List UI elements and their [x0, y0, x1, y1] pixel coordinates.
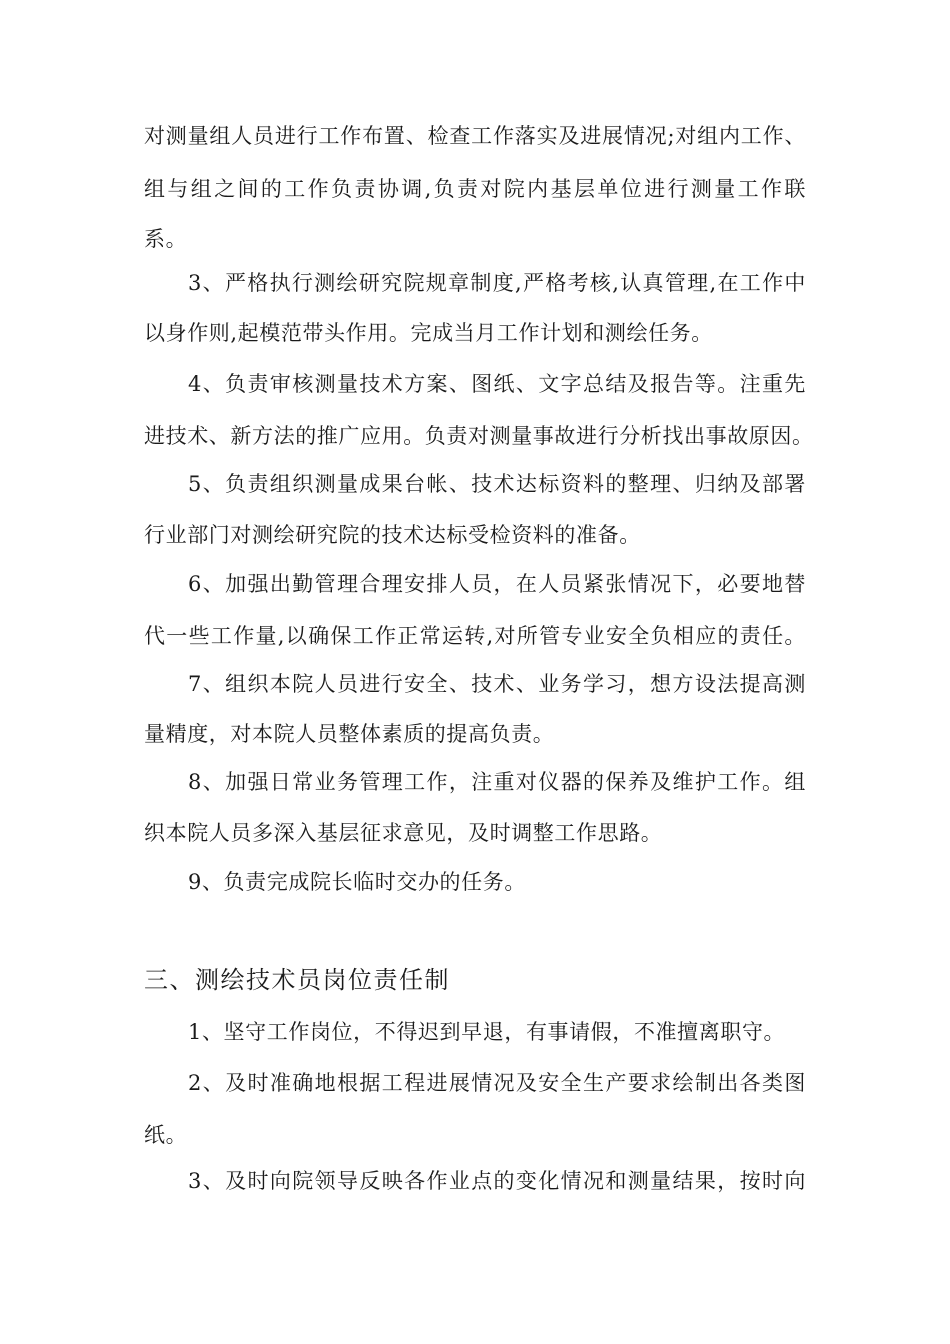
item-5-line-2: 行业部门对测绘研究院的技术达标受检资料的准备。	[144, 523, 641, 547]
item-8-line-1: 8、加强日常业务管理工作，注重对仪器的保养及维护工作。组	[188, 770, 806, 794]
item-8-line-2: 织本院人员多深入基层征求意见，及时调整工作思路。	[144, 821, 663, 845]
s3-item-1-line: 1、坚守工作岗位，不得迟到早退，有事请假，不准擅离职守。	[188, 1020, 786, 1044]
item-4-line-2: 进技术、新方法的推广应用。负责对测量事故进行分析找出事故原因。	[144, 424, 814, 448]
item-3-line-1: 3、严格执行测绘研究院规章制度,严格考核,认真管理,在工作中	[188, 271, 806, 295]
paragraph-line: 对测量组人员进行工作布置、检查工作落实及进展情况;对组内工作、	[144, 124, 806, 148]
item-3-line-2: 以身作则,起模范带头作用。完成当月工作计划和测绘任务。	[144, 321, 713, 345]
item-5-line-1: 5、负责组织测量成果台帐、技术达标资料的整理、归纳及部署	[188, 472, 806, 496]
item-7-line-1: 7、组织本院人员进行安全、技术、业务学习，想方设法提高测	[188, 672, 806, 696]
s3-item-3-line-1: 3、及时向院领导反映各作业点的变化情况和测量结果，按时向	[188, 1169, 806, 1193]
section-3-heading: 三、测绘技术员岗位责任制	[144, 966, 450, 994]
item-6-line-1: 6、加强出勤管理合理安排人员，在人员紧张情况下，必要地替	[188, 572, 806, 596]
paragraph-line: 系。	[144, 227, 188, 251]
item-4-line-1: 4、负责审核测量技术方案、图纸、文字总结及报告等。注重先	[188, 372, 806, 396]
paragraph-line: 组与组之间的工作负责协调,负责对院内基层单位进行测量工作联	[144, 177, 806, 201]
s3-item-2-line-1: 2、及时准确地根据工程进展情况及安全生产要求绘制出各类图	[188, 1071, 806, 1095]
s3-item-2-line-2: 纸。	[144, 1123, 188, 1147]
item-7-line-2: 量精度，对本院人员整体素质的提高负责。	[144, 722, 555, 746]
item-9-line: 9、负责完成院长临时交办的任务。	[188, 870, 526, 894]
item-6-line-2: 代一些工作量,以确保工作正常运转,对所管专业安全负相应的责任。	[144, 624, 806, 648]
